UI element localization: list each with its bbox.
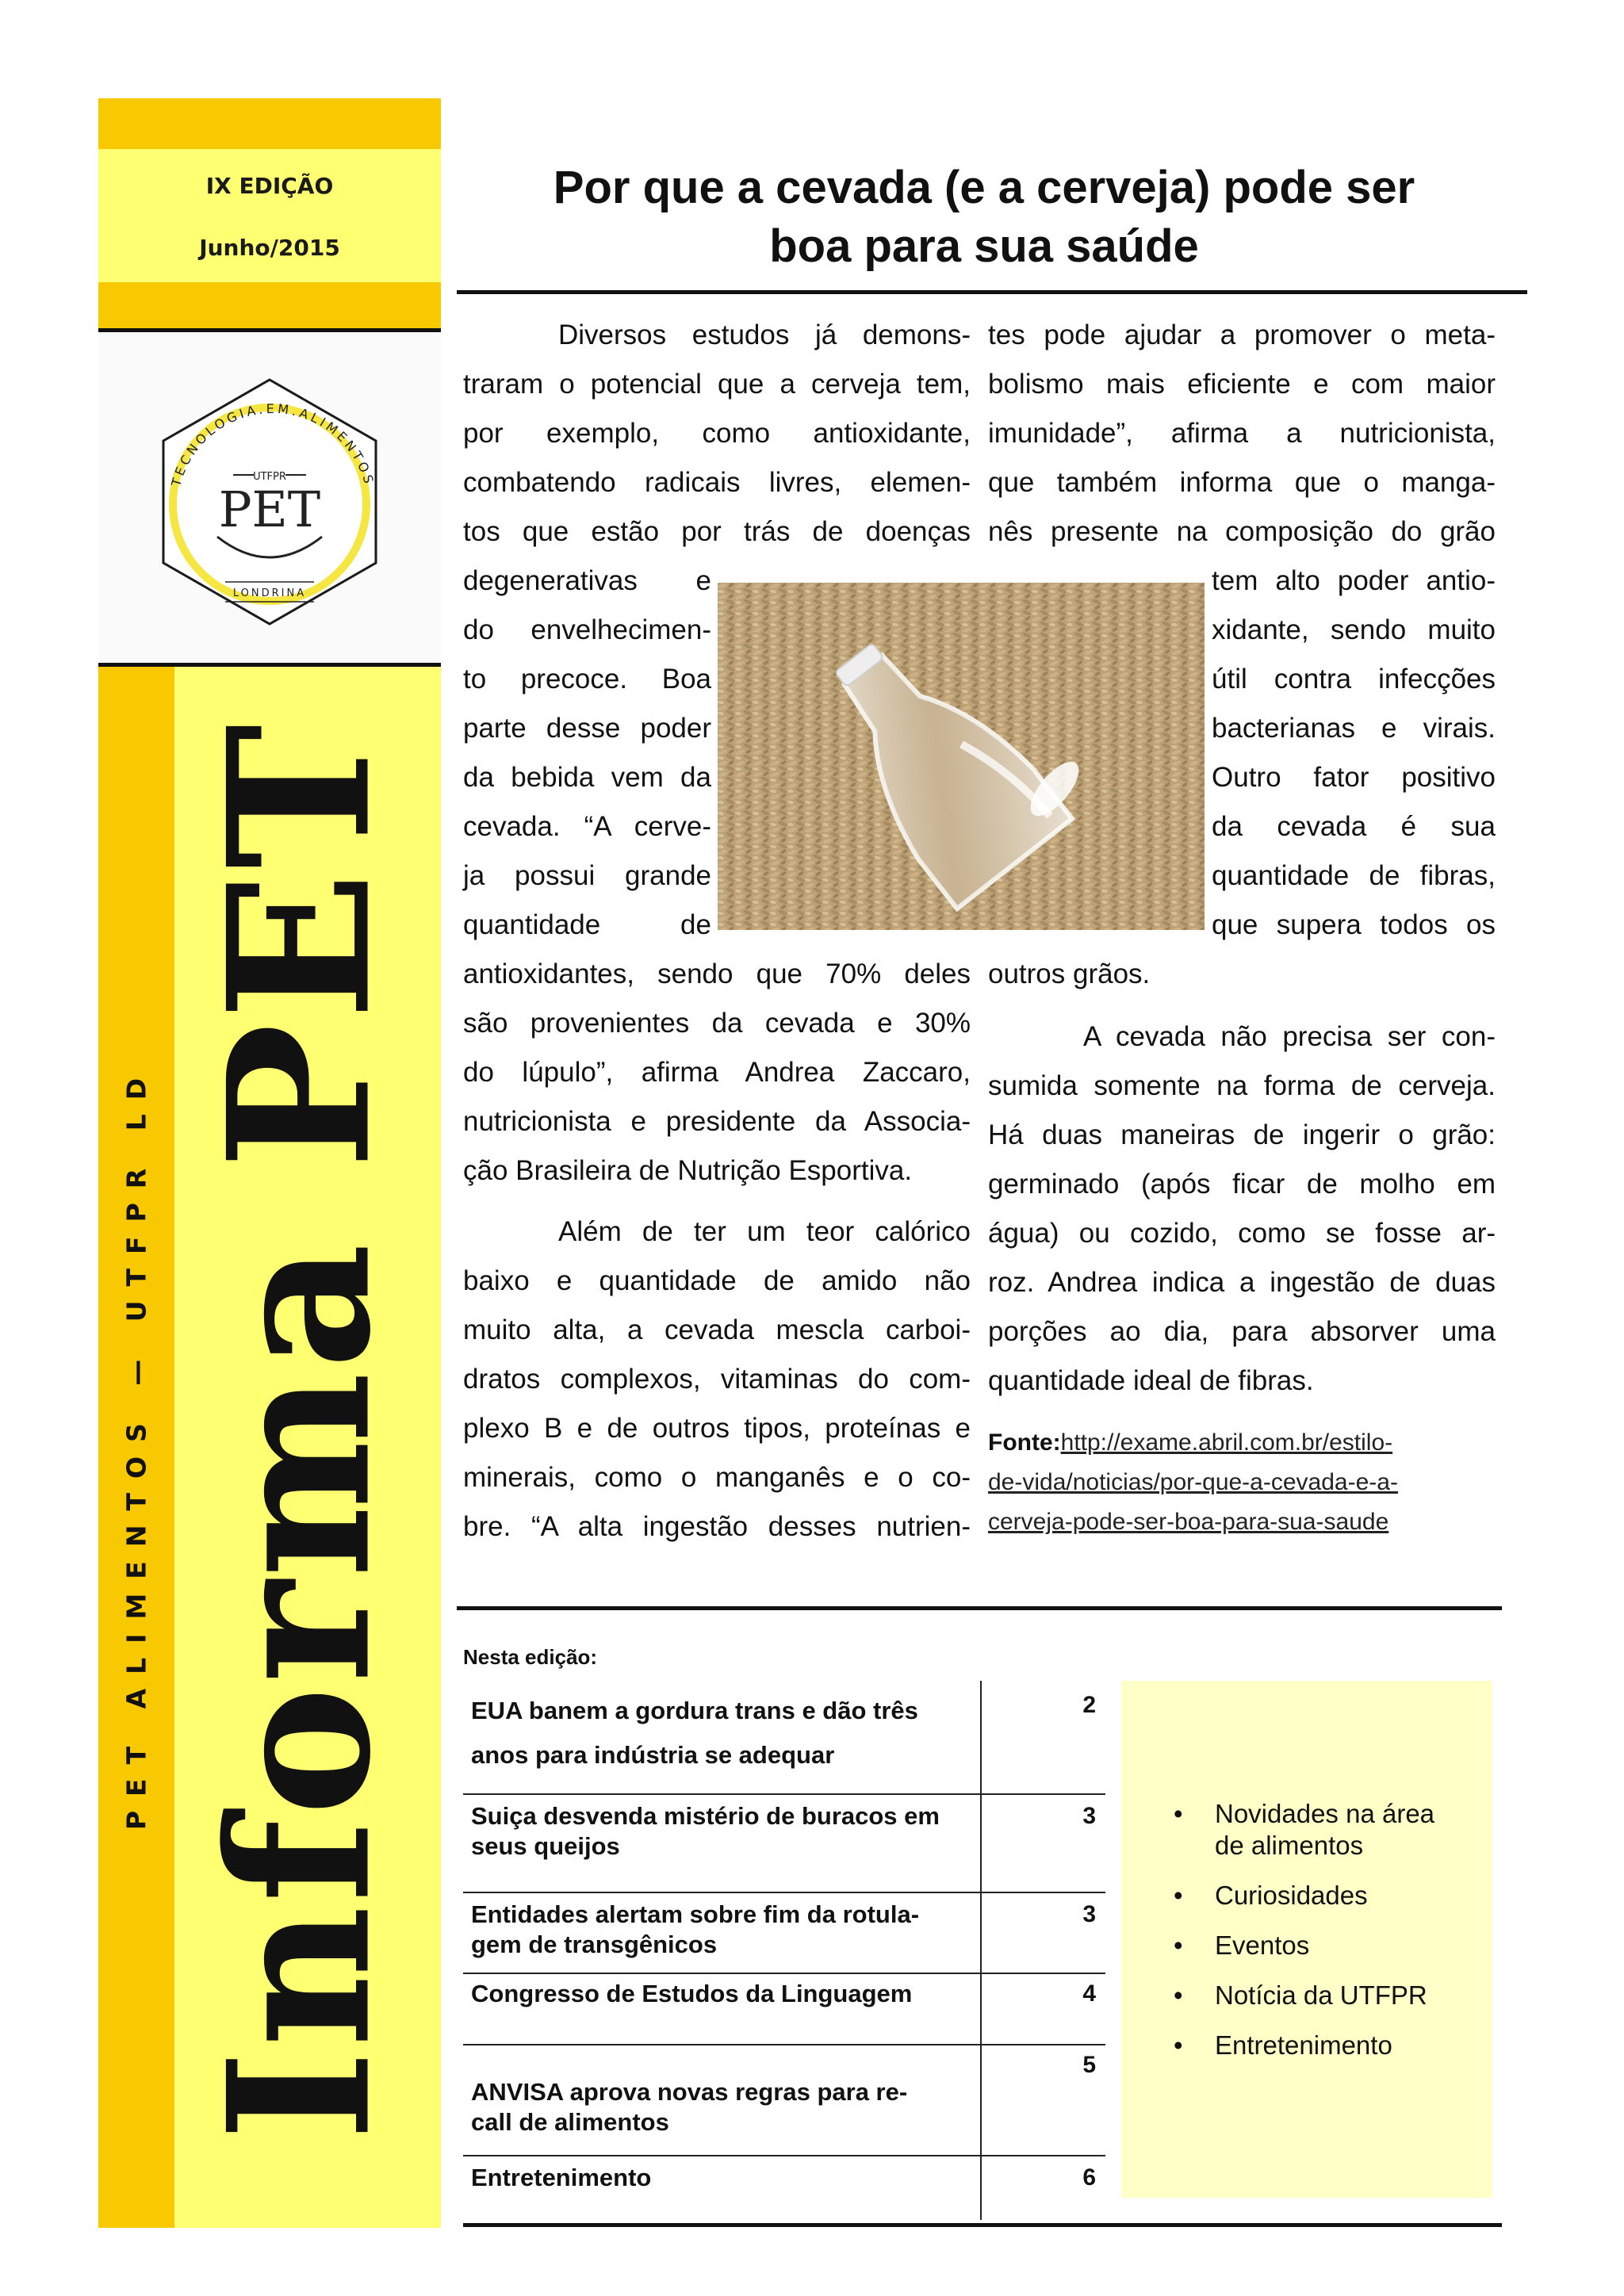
logo-arc-text: TECNOLOGIA.EM.ALIMENTOS	[168, 400, 377, 488]
highlight-text: Curiosidades	[1215, 1881, 1368, 1910]
logo-small-text: UTFPR	[253, 471, 286, 483]
text-line: Além de ter um teor calórico	[558, 1216, 971, 1247]
contents-title-line: Congresso de Estudos da Linguagem	[471, 1980, 913, 2007]
contents-row[interactable]	[463, 2045, 1105, 2155]
highlight-text: Novidades na área	[1215, 1799, 1435, 1828]
headline-rule	[457, 290, 1527, 294]
text-line: quantidade ideal de fibras.	[988, 1365, 1314, 1396]
text-line: plexo B e de outros tipos, proteínas e	[463, 1413, 971, 1444]
text-line: útil contra infecções	[1212, 664, 1496, 695]
article-headline	[473, 159, 1496, 276]
text-line: que supera todos os	[1212, 909, 1496, 940]
text-line: do lúpulo”, afirma Andrea Zaccaro,	[463, 1057, 971, 1088]
text-line: bacterianas e virais.	[1212, 713, 1496, 744]
contents-page-number: 2	[1082, 1692, 1096, 1718]
bullet-icon: •	[1174, 1931, 1183, 1960]
contents-heading: Nesta edição:	[463, 1645, 598, 1669]
bullet-icon: •	[1174, 2030, 1183, 2060]
text-line: germinado (após ficar de molho em	[988, 1169, 1496, 1200]
contents-row[interactable]	[463, 1681, 1105, 1793]
text-line: da cevada é sua	[1212, 811, 1496, 842]
left-column-middle	[463, 950, 971, 1196]
text-line: traram o potencial que a cerveja tem,	[463, 369, 971, 400]
text-line: que também informa que o manga-	[988, 467, 1496, 498]
text-line: ção Brasileira de Nutrição Esportiva.	[463, 1155, 913, 1186]
edition-panel	[98, 149, 441, 282]
bottom-rule	[463, 2223, 1502, 2227]
contents-row[interactable]	[463, 1974, 1105, 2044]
contents-title-line: gem de transgênicos	[471, 1931, 718, 1958]
source-link[interactable]: de-vida/noticias/por-que-a-cevada-e-a-	[988, 1469, 1398, 1495]
text-line: da bebida vem da	[463, 762, 711, 793]
highlight-text: de alimentos	[1215, 1831, 1364, 1860]
text-line: outros grãos.	[988, 959, 1151, 989]
bullet-icon: •	[1174, 1881, 1183, 1910]
highlight-text: Eventos	[1215, 1931, 1310, 1960]
barley-grain-image	[718, 583, 1205, 930]
contents-title-line: call de alimentos	[471, 2108, 669, 2136]
contents-row[interactable]	[463, 1795, 1105, 1892]
bullet-icon: •	[1174, 1799, 1183, 1828]
logo-mark: PET	[218, 480, 321, 538]
headline-line-2: boa para sua saúde	[769, 220, 1199, 272]
pet-logo-icon	[98, 332, 441, 663]
logo-city: LONDRINA	[232, 587, 307, 599]
text-line: bre. “A alta ingestão desses nutrien-	[463, 1511, 971, 1542]
text-line: dratos complexos, vitaminas do com-	[463, 1364, 971, 1395]
text-line: bolismo mais eficiente e com maior	[988, 369, 1496, 400]
sidebar-top-band	[98, 98, 441, 149]
highlight-text: Entretenimento	[1215, 2030, 1392, 2060]
text-line: imunidade”, afirma a nutricionista,	[988, 418, 1496, 449]
right-column-bottom	[988, 1012, 1496, 1406]
text-line: to precoce. Boa	[463, 664, 711, 695]
barley-photo	[718, 583, 1205, 930]
text-line: porções ao dia, para absorver uma	[988, 1316, 1496, 1347]
contents-row-title	[471, 1900, 986, 1960]
left-column-top	[463, 311, 971, 557]
contents-title-line: ANVISA aprova novas regras para re-	[471, 2078, 908, 2106]
text-line: xidante, sendo muito	[1212, 614, 1496, 645]
text-line: quantidade de fibras,	[1212, 860, 1496, 891]
text-line: do envelhecimen-	[463, 614, 711, 645]
text-line: parte desse poder	[463, 713, 711, 744]
vertical-tagline: PET ALIMENTOS — UTFPR LD	[121, 1063, 152, 1831]
highlight-item	[1174, 1930, 1434, 1961]
contents-row-title	[471, 1979, 986, 2009]
right-column-top	[988, 311, 1496, 557]
highlights-list	[1174, 1798, 1434, 2080]
text-line: água) ou cozido, como se fosse ar-	[988, 1218, 1496, 1249]
contents-row[interactable]	[463, 2156, 1105, 2220]
contents-page-number: 4	[1082, 1980, 1096, 2007]
text-line: ja possui grande	[463, 860, 711, 891]
text-line: cevada. “A cerve-	[463, 811, 711, 842]
logo-panel	[98, 332, 441, 663]
contents-row-title	[471, 2077, 986, 2137]
text-line: baixo e quantidade de amido não	[463, 1265, 971, 1296]
text-line: antioxidantes, sendo que 70% deles	[463, 959, 971, 989]
contents-title-line: seus queijos	[471, 1832, 620, 1860]
highlight-item	[1174, 1798, 1434, 1862]
contents-page-number: 6	[1082, 2164, 1096, 2191]
text-line: sumida somente na forma de cerveja.	[988, 1070, 1496, 1101]
text-line: quantidade de	[463, 909, 711, 940]
text-line: tem alto poder antio-	[1212, 565, 1496, 596]
text-line: degenerativas e	[463, 565, 711, 596]
left-column-bottom	[463, 1207, 971, 1552]
contents-title-line: anos para indústria se adequar	[471, 1741, 835, 1769]
text-line: Outro fator positivo	[1212, 762, 1496, 793]
contents-page-number: 3	[1082, 1803, 1096, 1829]
headline-line-1: Por que a cevada (e a cerveja) pode ser	[553, 162, 1415, 213]
contents-title-line: EUA banem a gordura trans e dão três	[471, 1697, 918, 1724]
highlight-text: Notícia da UTFPR	[1215, 1980, 1427, 2010]
contents-title-line: Entretenimento	[471, 2164, 652, 2191]
bullet-icon: •	[1174, 1980, 1183, 2010]
highlight-item	[1174, 1980, 1434, 2011]
text-line: são provenientes da cevada e 30%	[463, 1008, 971, 1039]
text-line: roz. Andrea indica a ingestão de duas	[988, 1267, 1496, 1298]
text-line: combatendo radicais livres, elemen-	[463, 467, 971, 498]
contents-row-title	[471, 1801, 986, 1862]
source-link[interactable]: http://exame.abril.com.br/estilo-	[1060, 1429, 1393, 1456]
text-line: muito alta, a cevada mescla carboi-	[463, 1314, 971, 1345]
highlight-item	[1174, 2030, 1434, 2061]
source-citation	[988, 1423, 1527, 1542]
text-line: Há duas maneiras de ingerir o grão:	[988, 1119, 1496, 1150]
contents-row-title	[471, 1689, 986, 1777]
contents-row-title	[471, 2163, 986, 2193]
left-column-wrap	[463, 557, 711, 950]
text-line: por exemplo, como antioxidante,	[463, 418, 971, 449]
text-line: Diversos estudos já demons-	[558, 320, 971, 350]
highlight-item	[1174, 1880, 1434, 1911]
edition-number: IX EDIÇÃO	[205, 173, 334, 199]
section-rule	[457, 1606, 1502, 1610]
contents-title-line: Entidades alertam sobre fim da rotula-	[471, 1900, 920, 1928]
text-line: A cevada não precisa ser con-	[1083, 1021, 1496, 1052]
masthead-title: Informa PET	[185, 721, 414, 2141]
contents-page-number: 5	[1082, 2052, 1096, 2078]
text-line: tes pode ajudar a promover o meta-	[988, 320, 1496, 350]
right-column-wrap	[1212, 557, 1496, 950]
right-column-continue	[988, 950, 1496, 999]
text-line: tos que estão por trás de doenças	[463, 516, 971, 547]
contents-row[interactable]	[463, 1893, 1105, 1973]
text-line: nês presente na composição do grão	[988, 516, 1496, 547]
text-line: nutricionista e presidente da Associa-	[463, 1106, 971, 1137]
source-link[interactable]: cerveja-pode-ser-boa-para-sua-saude	[988, 1509, 1389, 1535]
sidebar-mid-band	[98, 282, 441, 328]
contents-title-line: Suiça desvenda mistério de buracos em	[471, 1802, 940, 1830]
contents-page-number: 3	[1082, 1901, 1096, 1927]
source-label: Fonte:	[988, 1429, 1061, 1456]
text-line: minerais, como o manganês e o co-	[463, 1462, 971, 1493]
edition-date: Junho/2015	[199, 235, 340, 261]
